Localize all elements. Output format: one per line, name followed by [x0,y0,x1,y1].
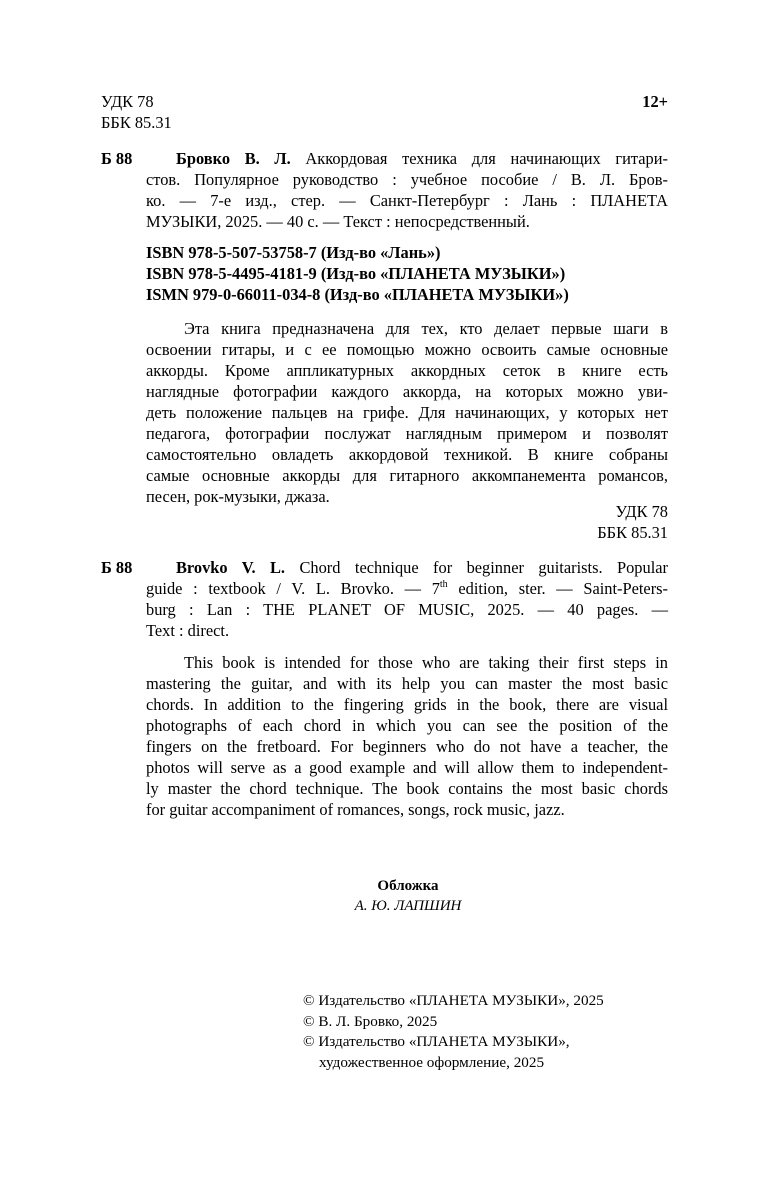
ru-abstract-line: песен, рок-музыки, джаза. [146,487,330,506]
isbn-lan: ISBN 978-5-507-53758-7 (Изд-во «Лань») [146,243,441,262]
copyright-line: художественное оформление, 2025 [319,1053,545,1071]
en-abstract-line: This book is intended for those who are taking their first steps in [184,653,668,672]
ru-abstract [146,318,668,507]
ru-udk: УДК 78 [615,502,668,521]
ismn-planeta: ISMN 979-0-66011-034-8 (Изд-во «ПЛАНЕТА МУЗЫКИ») [146,285,569,304]
age-rating: 12+ [642,92,668,111]
ru-abstract-line: аккорды. Кроме аппликатурных аккордных сеток в книге есть [146,361,668,380]
cover-artist: А. Ю. ЛАПШИН [354,898,462,914]
en-entry-body [146,578,668,641]
ru-abstract-line: самые основные аккорды для гитарного аккомпанемента романсов, [146,466,668,485]
en-entry-line-1 [176,557,668,578]
ru-entry-title: Аккордовая техника для начинающих гитари- [305,149,668,168]
ru-abstract-line: самостоятельно овладеть аккордовой техникой. В книге собраны [146,445,668,464]
en-entry-line-2 [146,578,668,599]
ru-entry-body [146,169,668,232]
en-entry-line-3: burg : Lan : THE PLANET OF MUSIC, 2025. — 40 pages. — [146,600,668,619]
ru-entry-line-1 [176,148,668,169]
header-udk: УДК 78 [101,92,154,111]
en-abstract-line: ly master the chord technique. The book contains the most basic chords [146,779,668,798]
en-entry-line-4: Text : direct. [146,621,230,640]
en-entry-title: Chord technique for beginner guitarists. Popular [299,558,668,577]
en-abstract-line: for guitar accompaniment of romances, songs, rock music, jazz. [146,800,565,819]
ru-abstract-line: деть положение пальцев на грифе. Для начинающих, у которых нет [146,403,668,422]
en-abstract-line: fingers on the fretboard. For beginners who do not have a teacher, the [146,737,668,756]
en-abstract-line: chords. In addition to the fingering grids in the book, there are visual [146,695,668,714]
en-entry-line-2-pre: guide : textbook / V. L. Brovko. — 7 [146,579,440,598]
edition-superscript: th [439,578,448,590]
en-entry-code: Б 88 [101,558,133,577]
ru-abstract-line: наглядные фотографии каждого аккорда, на которых можно уви- [146,382,668,401]
copyright-block [303,991,604,1073]
en-abstract [146,652,668,820]
en-entry-author: Brovko V. L. [176,558,286,577]
en-abstract-line: photos will serve as a good example and will allow them to independent- [146,758,668,777]
ru-bbk: ББК 85.31 [597,523,668,542]
cover-label: Обложка [377,878,439,894]
ru-entry-code: Б 88 [101,149,133,168]
header-bbk: ББК 85.31 [101,113,172,132]
ru-abstract-line: Эта книга предназначена для тех, кто делает первые шаги в [184,319,668,338]
copyright-line: © Издательство «ПЛАНЕТА МУЗЫКИ», [303,1033,570,1050]
copyright-line: © Издательство «ПЛАНЕТА МУЗЫКИ», 2025 [303,992,604,1009]
copyright-line: © В. Л. Бровко, 2025 [303,1012,438,1030]
en-entry-line-2-post: edition, ster. — Saint-Peters- [447,579,668,598]
isbn-planeta: ISBN 978-5-4495-4181-9 (Изд-во «ПЛАНЕТА МУЗЫКИ») [146,264,566,283]
ru-abstract-line: освоении гитары, и с ее помощью можно освоить самые основные [146,340,668,359]
ru-entry-author: Бровко В. Л. [176,149,291,168]
ru-abstract-line: педагога, фотографии послужат наглядным примером и позволят [146,424,668,443]
isbn-block [146,242,569,305]
en-abstract-line: photographs of each chord in which you can see the position of the [146,716,668,735]
en-abstract-line: mastering the guitar, and with its help you can master the most basic [146,674,668,693]
ru-entry-line-4: МУЗЫКИ, 2025. — 40 с. — Текст : непосредственный. [146,212,530,231]
ru-entry-line-2: стов. Популярное руководство : учебное пособие / В. Л. Бров- [146,170,668,189]
ru-entry-line-3: ко. — 7-е изд., стер. — Санкт-Петербург : Лань : ПЛАНЕТА [146,191,668,210]
